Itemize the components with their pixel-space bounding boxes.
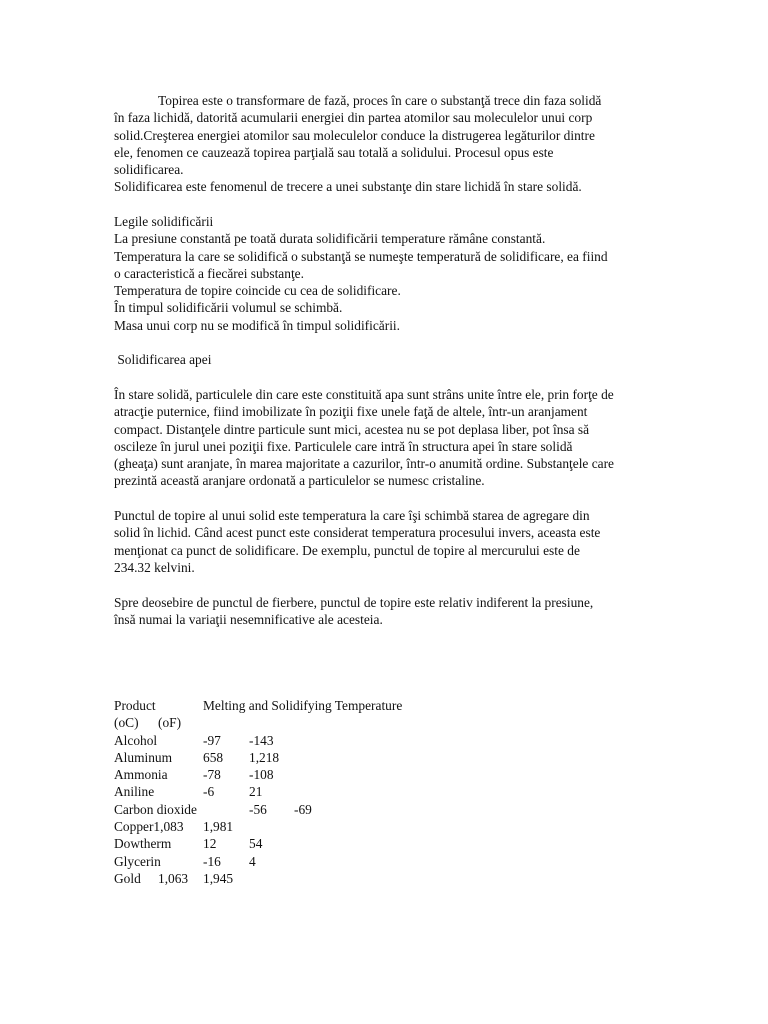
laws-section	[114, 213, 614, 334]
product-name: Aniline	[114, 784, 155, 800]
product-name-text: Copper	[114, 819, 154, 835]
temp-fahrenheit: 21	[249, 784, 263, 800]
product-name: Dowtherm	[114, 836, 172, 852]
temp-celsius: -78	[203, 767, 221, 783]
temp-celsius: -16	[203, 853, 221, 869]
temp-celsius: -97	[203, 732, 221, 748]
temp-fahrenheit: 1,945	[203, 870, 234, 886]
pressure-section	[114, 594, 614, 629]
temp-fahrenheit: -69	[294, 801, 312, 817]
temp-fahrenheit: 1,218	[249, 749, 280, 765]
unit-celsius: (oC)	[114, 715, 139, 731]
intro-paragraph-text: Topirea este o transformare de fază, proces în care o substanţă trece din faza solidă în faza lichidă, datorită acumularii energiei din partea atomilor sau moleculelor unui corp solid.Creşterea energiei atomilor sau moleculelor conduce la distrugerea legăturilor dintre ele, fenomen ce cauzează topirea parţială sau totală a solidului. Procesul opus este solidificarea.	[114, 93, 602, 178]
temp-celsius: 1,083	[153, 819, 184, 835]
pressure-paragraph: Spre deosebire de punctul de fierbere, punctul de topire este relativ indiferent la presiune, însă numai la variaţii nesemnificative ale acesteia.	[114, 595, 594, 628]
temp-fahrenheit: 1,981	[203, 819, 234, 835]
law-item: În timpul solidificării volumul se schimbă.	[114, 300, 343, 316]
law-item: Temperatura la care se solidifică o substanţă se numeşte temperatură de solidificare, ea fiind o caracteristică a fiecărei substanţe.	[114, 248, 608, 281]
water-section	[114, 386, 614, 490]
laws-title: Legile solidificării	[114, 214, 214, 229]
melting-point-section	[114, 507, 614, 576]
product-name: Ammonia	[114, 767, 168, 783]
law-item: La presiune constantă pe toată durata solidificării temperature rămâne constantă.	[114, 231, 546, 247]
water-title-text: Solidificarea apei	[117, 352, 212, 367]
temp-celsius: -56	[249, 801, 267, 817]
temp-fahrenheit: 4	[249, 853, 256, 869]
unit-fahrenheit: (oF)	[158, 715, 182, 731]
temp-fahrenheit: -143	[249, 732, 274, 748]
product-name: Gold	[114, 870, 141, 886]
product-name: Glycerin	[114, 853, 161, 869]
temp-celsius: 1,063	[158, 870, 189, 886]
water-paragraph: În stare solidă, particulele din care este constituită apa sunt strâns unite între ele, prin forţe de atracţie puternice, fiind imobilizate în poziţii fixe unele faţă de altele, într-un aranjament compact. Distanţele dintre particule sunt mici, acestea nu se pot deplasa liber, pot însa să oscileze în jurul unei poziţii fixe. Particulele care intră în structura apei în stare solidă (gheaţa) sunt aranjate, în marea majoritate a cazurilor, într-o anumită ordine. Substanţele care prezintă această aranjare ordonată a particulelor se numesc cristaline.	[114, 387, 615, 489]
product-name: Alcohol	[114, 732, 158, 748]
melting-point-paragraph: Punctul de topire al unui solid este temperatura la care îşi schimbă starea de agregare din solid în lichid. Când acest punct este considerat temperatura procesului invers, aceasta este menţionat ca punct de solidificare. De exemplu, punctul de topire al mercurului este de 234.32 kelvini.	[114, 508, 601, 575]
header-product: Product	[114, 698, 156, 713]
temp-celsius: 658	[203, 749, 224, 765]
water-title	[114, 351, 614, 368]
temp-fahrenheit: 54	[249, 836, 263, 852]
intro-section	[114, 92, 614, 196]
product-name: Aluminum	[114, 749, 173, 765]
intro-paragraph	[114, 92, 614, 178]
product-name	[114, 818, 184, 835]
law-item: Temperatura de topire coincide cu cea de solidificare.	[114, 283, 401, 299]
temp-celsius: 12	[203, 836, 217, 852]
product-name: Carbon dioxide	[114, 801, 197, 817]
solidification-definition: Solidificarea este fenomenul de trecere a unei substanţe din stare lichidă în stare solidă.	[114, 179, 582, 195]
temp-celsius: -6	[203, 784, 215, 800]
temp-fahrenheit: -108	[249, 767, 274, 783]
header-title: Melting and Solidifying Temperature	[203, 698, 403, 713]
law-item: Masa unui corp nu se modifică în timpul solidificării.	[114, 317, 400, 333]
